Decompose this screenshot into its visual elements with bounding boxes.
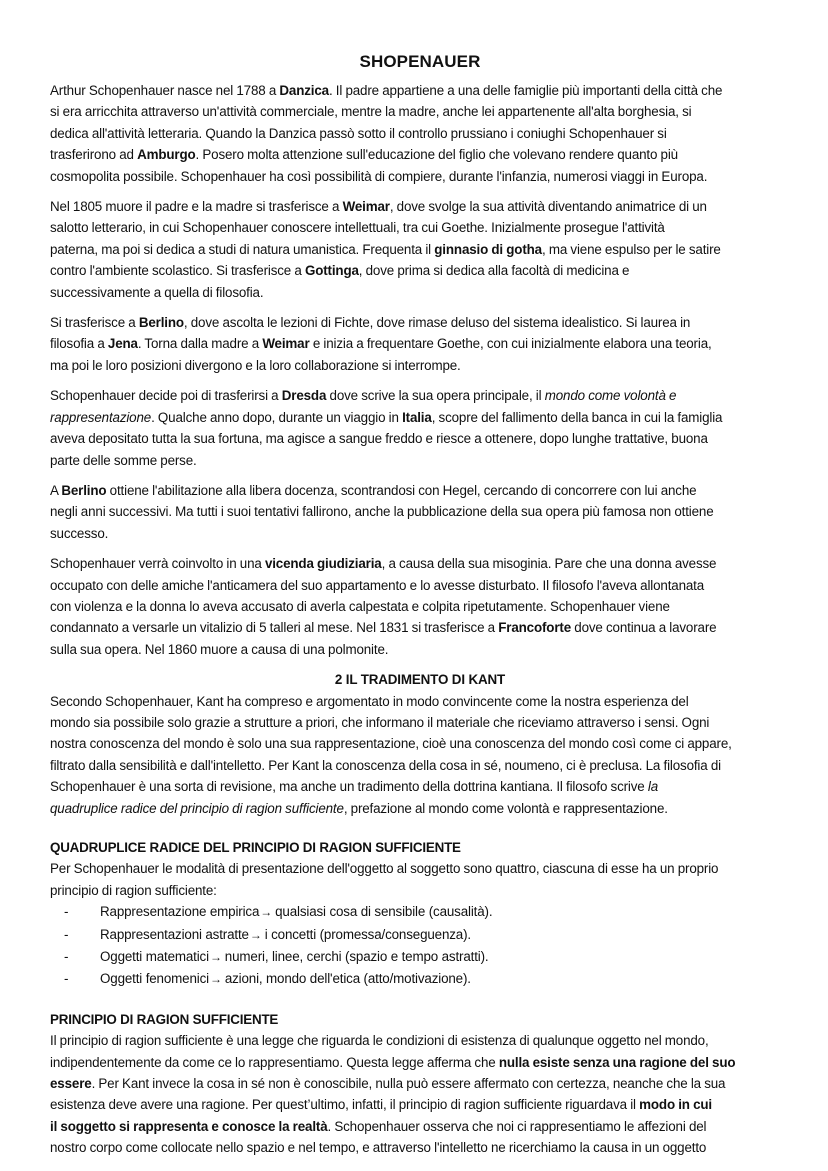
text-line bbox=[50, 1094, 790, 1115]
text-run: parte delle somme perse. bbox=[50, 452, 197, 468]
text-line bbox=[50, 196, 790, 217]
text-line bbox=[50, 755, 790, 776]
text-run: . Schopenhauer osserva che noi ci rappresentiamo le affezioni del bbox=[327, 1118, 707, 1134]
text-line bbox=[50, 144, 790, 165]
bold-text: modo in cui bbox=[639, 1097, 713, 1113]
text-run: filtrato dalla sensibilità e dall'intelletto. Per Kant la conoscenza della cosa in sé, noumeno, ci è preclusa. La filosofia di bbox=[50, 757, 721, 773]
text-run: . Posero molta attenzione sull'educazione del figlio che volevano rendere quanto più bbox=[195, 147, 678, 163]
text-line bbox=[50, 407, 790, 428]
bold-text: nulla esiste senza una ragione del suo bbox=[498, 1054, 736, 1070]
arrow-right-icon: → bbox=[260, 905, 273, 920]
bold-text: Gottinga bbox=[304, 263, 359, 279]
text-run: , dove prima si dedica alla facoltà di medicina e bbox=[358, 263, 630, 279]
bio-paragraph bbox=[50, 196, 790, 303]
italic-text: mondo come volontà e bbox=[544, 388, 677, 404]
text-run: , dove svolge la sua attività diventando animatrice di un bbox=[389, 199, 707, 215]
arrow-right-icon: → bbox=[209, 950, 222, 965]
bullet-dash-icon: - bbox=[64, 904, 69, 920]
italic-text: quadruplice radice del principio di ragion sufficiente bbox=[50, 800, 344, 816]
text-run: . Il padre appartiene a una delle famiglie più importanti della città che bbox=[328, 83, 723, 98]
text-run: A bbox=[50, 482, 62, 498]
text-run: , ma viene espulso per le satire bbox=[541, 241, 721, 257]
text-line bbox=[50, 501, 790, 522]
bold-text: il soggetto si rappresenta e conosce la realtà bbox=[50, 1118, 328, 1134]
text-run: Schopenhauer verrà coinvolto in una bbox=[50, 556, 265, 572]
text-line bbox=[50, 123, 790, 144]
list-item-description: numeri, linee, cerchi (spazio e tempo astratti). bbox=[224, 949, 489, 965]
text-run: nostra conoscenza del mondo è solo una sua rappresentazione, cioè una conoscenza del mondo così come ci appare, bbox=[50, 736, 732, 752]
text-line bbox=[50, 712, 790, 733]
text-line bbox=[50, 217, 790, 238]
text-run: Schopenhauer è una sorta di revisione, ma anche un tradimento della dottrina kantiana. Il filosofo scrive bbox=[50, 779, 648, 795]
quadruplice-section-heading: QUADRUPLICE RADICE DEL PRINCIPIO DI RAGION SUFFICIENTE bbox=[50, 840, 461, 855]
text-line bbox=[50, 523, 790, 544]
text-line bbox=[50, 858, 790, 879]
kant-paragraph bbox=[50, 691, 790, 819]
bullet-dash-icon: - bbox=[64, 926, 69, 942]
text-run: , prefazione al mondo come volontà e rappresentazione. bbox=[343, 800, 668, 816]
text-run: trasferirono ad bbox=[50, 147, 138, 163]
bullet-dash-icon: - bbox=[64, 971, 69, 987]
bio-paragraph bbox=[50, 312, 790, 376]
text-line bbox=[50, 282, 790, 303]
bold-text: Francoforte bbox=[498, 620, 572, 636]
text-run: dove scrive la sua opera principale, il bbox=[326, 388, 545, 404]
bold-text: Jena bbox=[107, 336, 138, 352]
bold-text: vicenda giudiziaria bbox=[264, 556, 382, 572]
text-line bbox=[50, 333, 790, 354]
text-run: salotto letterario, in cui Schopenhauer conoscere intellettuali, tra cui Goethe. Inizialmente prosegue l'attività bbox=[50, 220, 665, 236]
list-item-term: Oggetti fenomenici bbox=[100, 971, 209, 987]
text-run: si era arricchita attraverso un'attività commerciale, mentre la madre, anche lei appartenente all'alta borghesia, si bbox=[50, 104, 692, 120]
text-run: successo. bbox=[50, 525, 109, 541]
text-run: . Per Kant invece la cosa in sé non è conoscibile, nulla può essere affermato con certezza, neanche che la sua bbox=[91, 1076, 726, 1092]
bold-text: Weimar bbox=[262, 336, 310, 352]
text-run: , a causa della sua misoginia. Pare che una donna avesse bbox=[381, 556, 717, 572]
bio-paragraph bbox=[50, 80, 790, 187]
text-run: ma poi le loro posizioni divergono e la loro collaborazione si interrompe. bbox=[50, 357, 461, 373]
text-line bbox=[50, 733, 790, 754]
principio-section-heading: PRINCIPIO DI RAGION SUFFICIENTE bbox=[50, 1011, 279, 1027]
text-run: Il principio di ragion sufficiente è una legge che riguarda le condizioni di esistenza di qualunque oggetto nel mondo, bbox=[50, 1033, 709, 1049]
text-line bbox=[50, 553, 790, 574]
list-item-term: Rappresentazione empirica bbox=[100, 904, 260, 920]
text-line bbox=[50, 639, 790, 660]
list-item-description: i concetti (promessa/conseguenza). bbox=[264, 926, 471, 942]
text-run: Per Schopenhauer le modalità di presentazione dell'oggetto al soggetto sono quattro, ciascuna di esse ha un proprio bbox=[50, 861, 719, 877]
list-item bbox=[50, 946, 790, 968]
text-run: principio di ragion sufficiente: bbox=[50, 882, 217, 898]
text-line bbox=[50, 450, 790, 471]
principio-paragraph bbox=[50, 1030, 790, 1158]
text-line bbox=[50, 385, 790, 406]
text-run: occupato con delle amiche l'anticamera del suo appartamento e lo avesse disturbato. Il filosofo l'aveva allontanata bbox=[50, 577, 705, 593]
text-run: Secondo Schopenhauer, Kant ha compreso e argomentato in modo convincente come la nostra esperienza del bbox=[50, 693, 689, 709]
text-run: esistenza deve avere una ragione. Per quest’ultimo, infatti, il principio di ragion sufficiente riguardava il bbox=[50, 1097, 640, 1113]
bold-text: essere bbox=[50, 1076, 92, 1092]
text-run: dove continua a lavorare bbox=[571, 620, 717, 636]
text-run: condannato a versarle un vitalizio di 5 talleri al mese. Nel 1831 si trasferisce a bbox=[50, 620, 499, 636]
arrow-right-icon: → bbox=[209, 972, 222, 987]
text-line bbox=[50, 355, 790, 376]
bio-paragraph bbox=[50, 553, 790, 660]
bold-text: Danzica bbox=[279, 83, 329, 98]
list-item-description: qualsiasi cosa di sensibile (causalità). bbox=[275, 904, 493, 920]
text-line bbox=[50, 80, 790, 101]
italic-text: la bbox=[647, 779, 658, 795]
text-line bbox=[50, 1052, 790, 1073]
text-line bbox=[50, 1073, 790, 1094]
text-line bbox=[50, 776, 790, 797]
text-line bbox=[50, 691, 790, 712]
list-item-term: Rappresentazioni astratte bbox=[100, 926, 249, 942]
bold-text: Weimar bbox=[342, 199, 390, 215]
text-run: ottiene l'abilitazione alla libera docenza, scontrandosi con Hegel, cercando di concorrere con lui anche bbox=[106, 482, 697, 498]
text-run: cosmopolita possibile. Schopenhauer ha così possibilità di compiere, durante l'infanzia, numerosi viaggi in Europa. bbox=[50, 168, 708, 184]
text-line bbox=[50, 428, 790, 449]
principle-list bbox=[50, 901, 790, 991]
text-run: con violenza e la donna lo aveva accusato di averla calpestata e colpita ripetutamente. Schopenhauer viene bbox=[50, 598, 670, 614]
bold-text: Amburgo bbox=[137, 147, 196, 163]
text-run: nostro corpo come collocate nello spazio e nel tempo, e attraverso l'intelletto ne ricerchiamo la causa in un oggetto bbox=[50, 1140, 707, 1156]
bio-paragraph bbox=[50, 480, 790, 544]
text-run: aveva depositato tutta la sua fortuna, ma agisce a sangue freddo e riesce a ottenere, dopo lunghe trattative, buona bbox=[50, 431, 708, 447]
bold-text: Italia bbox=[402, 409, 432, 425]
text-run: . Qualche anno dopo, durante un viaggio in bbox=[151, 409, 403, 425]
biography-section bbox=[50, 80, 790, 660]
text-run: successivamente a quella di filosofia. bbox=[50, 284, 264, 300]
text-run: e inizia a frequentare Goethe, con cui inizialmente elabora una teoria, bbox=[309, 336, 712, 352]
text-line bbox=[50, 617, 790, 638]
text-run: mondo sia possibile solo grazie a strutture a priori, che informano il materiale che riceviamo attraverso i sensi. Ogni bbox=[50, 714, 710, 730]
bio-paragraph bbox=[50, 385, 790, 471]
text-run: paterna, ma poi si dedica a studi di natura umanistica. Frequenta il bbox=[50, 241, 435, 257]
text-run: Si trasferisce a bbox=[50, 315, 139, 331]
bold-text: Dresda bbox=[281, 388, 327, 404]
kant-section-heading: 2 IL TRADIMENTO DI KANT bbox=[334, 672, 506, 688]
text-line bbox=[50, 166, 790, 187]
list-item bbox=[50, 924, 790, 946]
text-run: indipendentemente da come ce lo rappresentiamo. Questa legge afferma che bbox=[50, 1054, 499, 1070]
arrow-right-icon: → bbox=[249, 927, 262, 942]
text-run: Nel 1805 muore il padre e la madre si trasferisce a bbox=[50, 199, 343, 215]
quadruplice-paragraph bbox=[50, 858, 790, 901]
document-page bbox=[50, 50, 790, 1168]
list-item bbox=[50, 901, 790, 923]
text-line bbox=[50, 596, 790, 617]
text-run: dedica all'attività letteraria. Quando la Danzica passò sotto il controllo prussiano i coniughi Schopenhauer si bbox=[50, 125, 667, 141]
italic-text: rappresentazione bbox=[50, 409, 152, 425]
bullet-dash-icon: - bbox=[64, 949, 69, 965]
list-item bbox=[50, 968, 790, 990]
text-run: Arthur Schopenhauer nasce nel 1788 a bbox=[50, 83, 280, 98]
list-item-term: Oggetti matematici bbox=[100, 949, 209, 965]
list-item-description: azioni, mondo dell'etica (atto/motivazione). bbox=[224, 971, 471, 987]
bold-text: Berlino bbox=[138, 315, 184, 331]
text-run: Schopenhauer decide poi di trasferirsi a bbox=[50, 388, 282, 404]
text-run: , dove ascolta le lezioni di Fichte, dove rimase deluso del sistema idealistico. Si laurea in bbox=[183, 315, 691, 331]
bold-text: Berlino bbox=[61, 482, 107, 498]
text-line bbox=[50, 880, 790, 901]
text-line bbox=[50, 312, 790, 333]
text-line bbox=[50, 1116, 790, 1137]
bold-text: ginnasio di gotha bbox=[434, 241, 542, 257]
text-line bbox=[50, 480, 790, 501]
text-run: sulla sua opera. Nel 1860 muore a causa di una polmonite. bbox=[50, 641, 389, 657]
text-run: negli anni successivi. Ma tutti i suoi tentativi fallirono, anche la pubblicazione della sua opera più famosa non ottiene bbox=[50, 504, 714, 520]
text-line bbox=[50, 239, 790, 260]
text-line bbox=[50, 575, 790, 596]
text-run: . Torna dalla madre a bbox=[137, 336, 263, 352]
text-line bbox=[50, 1137, 790, 1158]
text-line bbox=[50, 101, 790, 122]
text-run: , scopre del fallimento della banca in cui la famiglia bbox=[431, 409, 723, 425]
text-line bbox=[50, 1030, 790, 1051]
text-run: filosofia a bbox=[50, 336, 108, 352]
text-line bbox=[50, 260, 790, 281]
text-run: contro l'ambiente scolastico. Si trasferisce a bbox=[50, 263, 305, 279]
page-title: SHOPENAUER bbox=[359, 52, 481, 71]
text-line bbox=[50, 798, 790, 819]
